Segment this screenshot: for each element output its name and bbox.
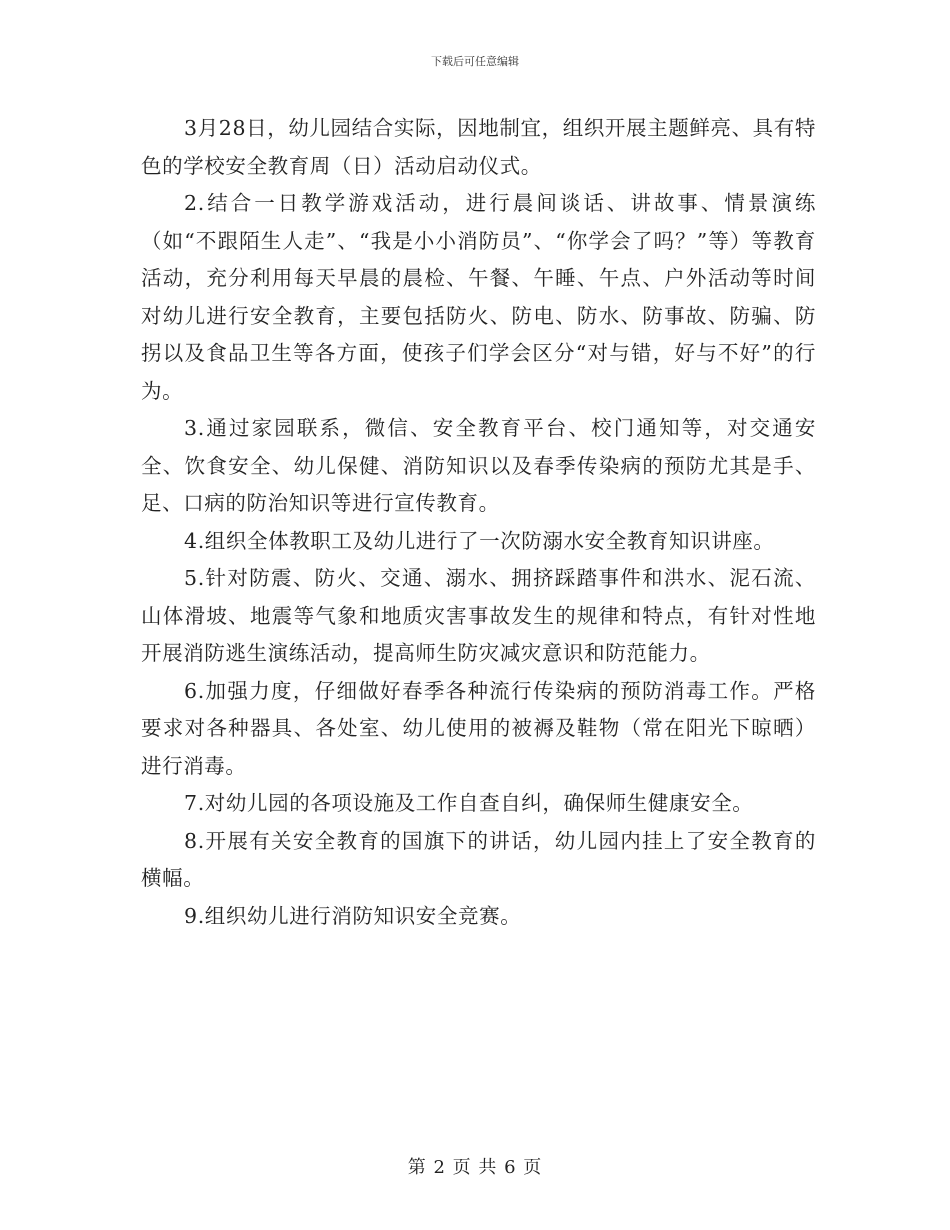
paragraph-item-2: 2.结合一日教学游戏活动，进行晨间谈话、讲故事、情景演练（如“不跟陌生人走”、“我是小小消防员”、“你学会了吗？”等）等教育活动，充分利用每天早晨的晨检、午餐、午睡、午点、户外活动等时间对幼儿进行安全教育，主要包括防火、防电、防水、防事故、防骗、防拐以及食品卫生等各方面，使孩子们学会区分“对与错，好与不好”的行为。 (141, 191, 816, 403)
page-header: 下载后可任意编辑 (431, 55, 519, 68)
paragraph-item-4: 4.组织全体教职工及幼儿进行了一次防溺水安全教育知识讲座。 (184, 528, 775, 553)
paragraph-item-7: 7.对幼儿园的各项设施及工作自查自纠，确保师生健康安全。 (184, 791, 754, 815)
paragraph-intro: 3月28日，幼儿园结合实际，因地制宜，组织开展主题鲜亮、具有特色的学校安全教育周（日）活动启动仪式。 (141, 116, 816, 178)
page-number-footer: 第 2 页 共 6 页 (407, 1157, 543, 1178)
paragraph-item-3: 3.通过家园联系，微信、安全教育平台、校门通知等，对交通安全、饮食安全、幼儿保健、消防知识以及春季传染病的预防尤其是手、足、口病的防治知识等进行宣传教育。 (141, 416, 816, 515)
paragraph-item-6: 6.加强力度，仔细做好春季各种流行传染病的预防消毒工作。严格要求对各种器具、各处室、幼儿使用的被褥及鞋物（常在阳光下晾晒）进行消毒。 (141, 678, 816, 778)
paragraph-item-9: 9.组织幼儿进行消防知识安全竞赛。 (184, 903, 522, 928)
document-body (141, 110, 816, 935)
paragraph-item-8: 8.开展有关安全教育的国旗下的讲话，幼儿园内挂上了安全教育的横幅。 (141, 828, 816, 890)
paragraph-item-5: 5.针对防震、防火、交通、溺水、拥挤踩踏事件和洪水、泥石流、山体滑坡、地震等气象和地质灾害事故发生的规律和特点，有针对性地开展消防逃生演练活动，提高师生防灾减灾意识和防范能力。 (141, 566, 816, 665)
